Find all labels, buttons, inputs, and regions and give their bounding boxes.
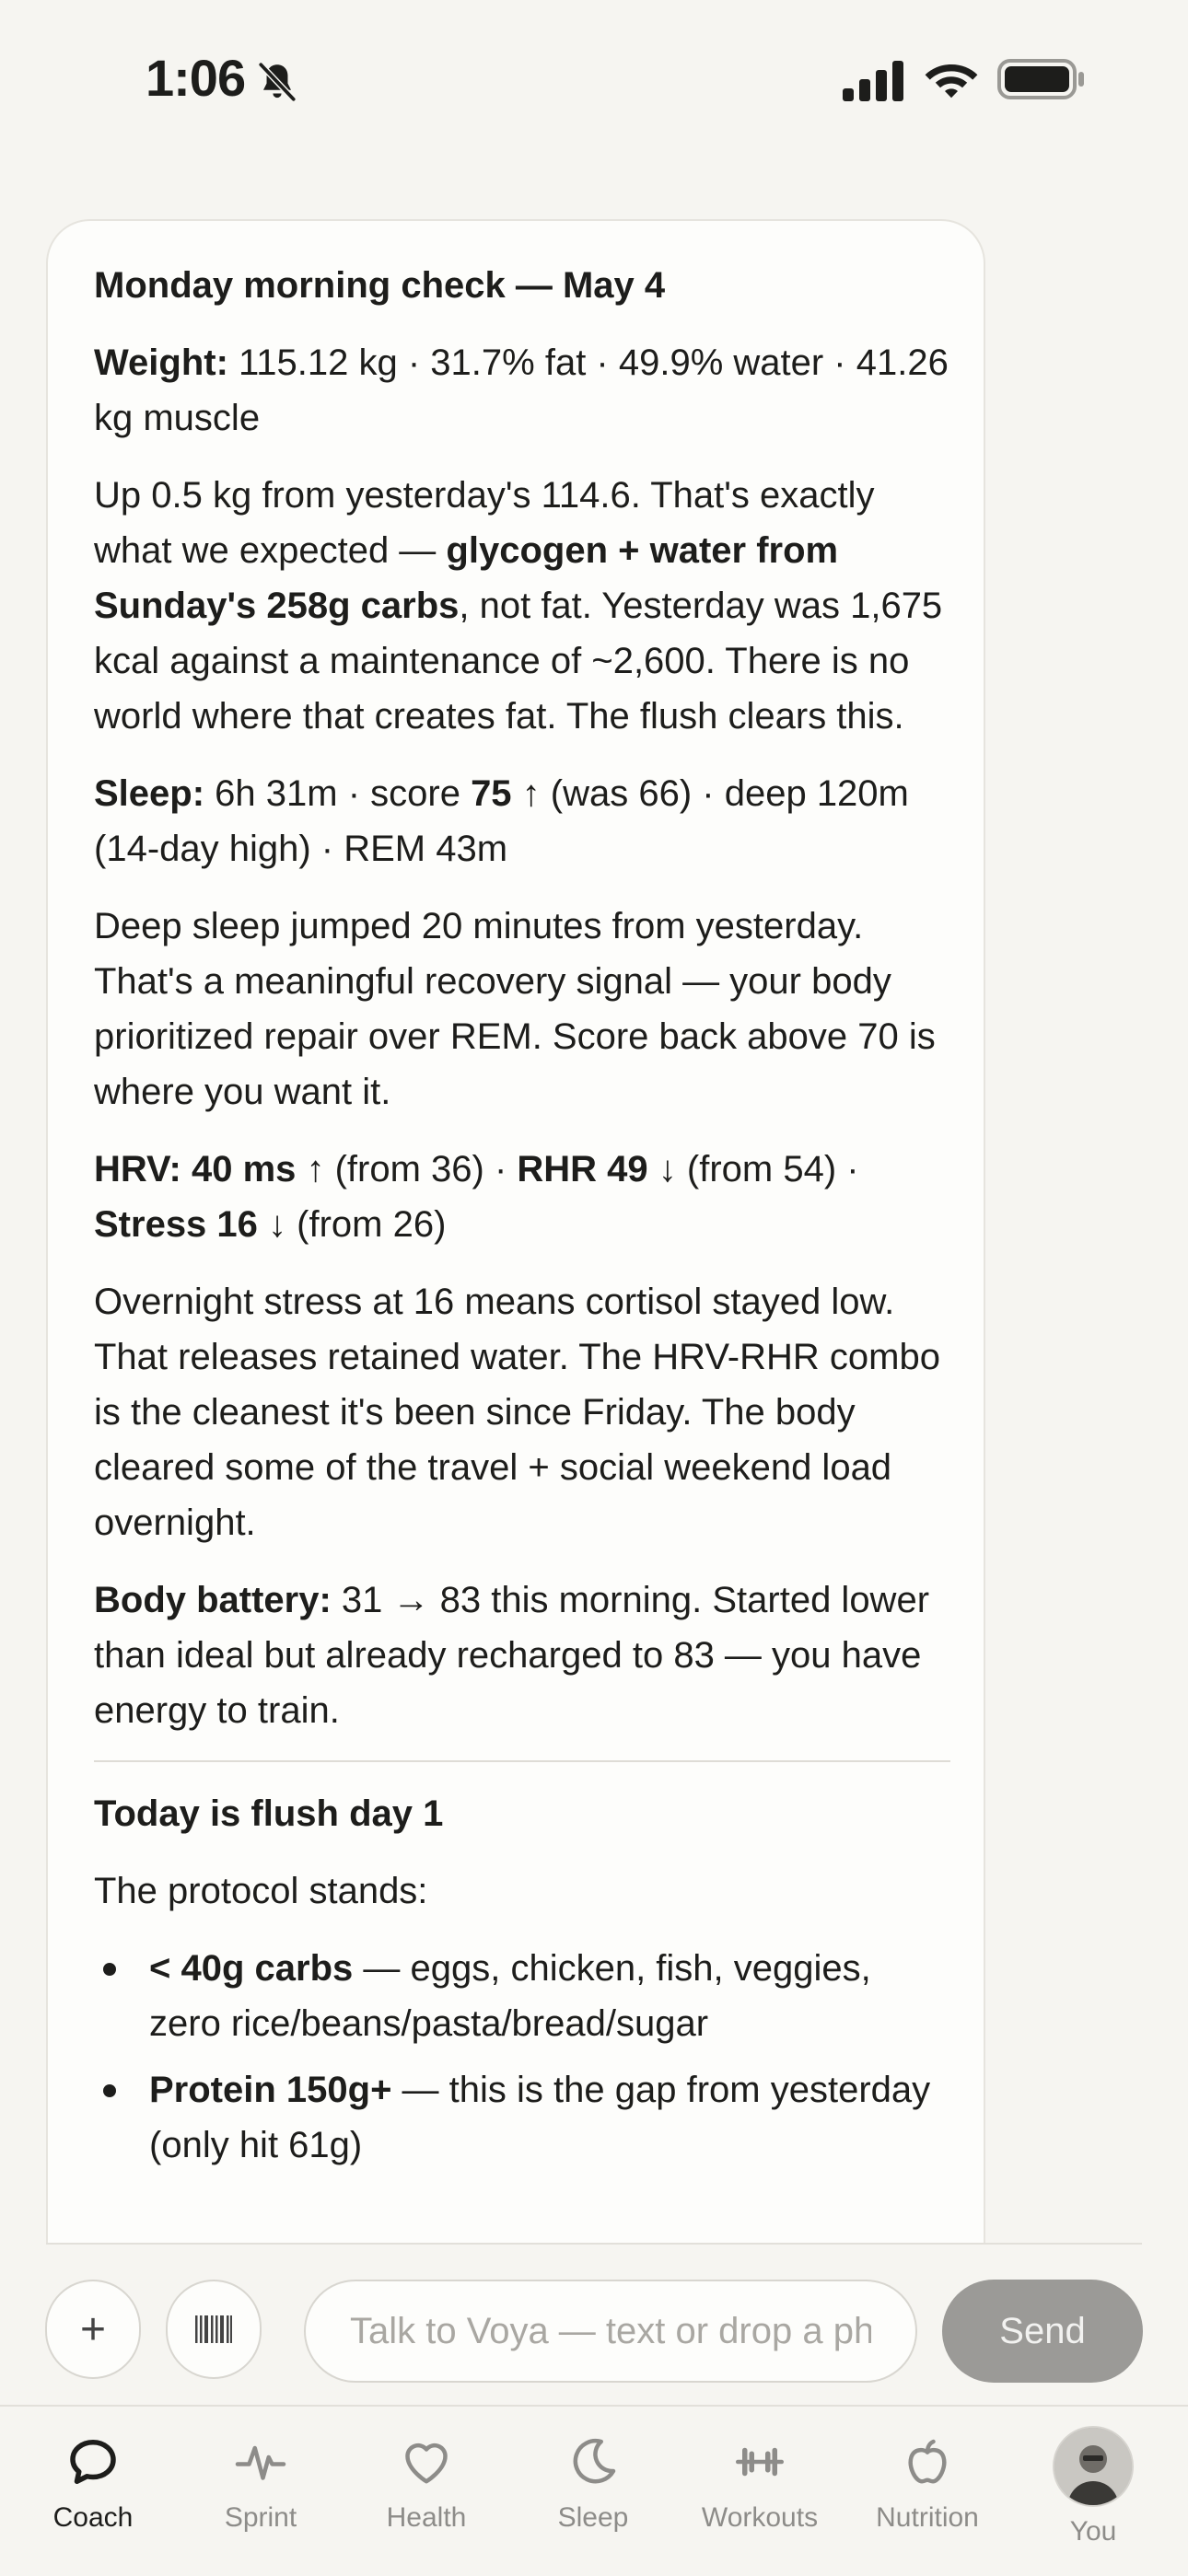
rhr-label: RHR 49 — [517, 1149, 648, 1189]
tab-health[interactable] — [348, 2407, 505, 2545]
attach-button[interactable] — [45, 2280, 141, 2379]
list-item — [149, 1941, 950, 2051]
tab-label: Workouts — [701, 2502, 819, 2533]
sleep-text-a: 6h 31m · score — [204, 773, 472, 814]
tab-sleep[interactable] — [515, 2407, 671, 2545]
weight-text-bold: glycogen + water from Sunday's 258g carbs — [94, 530, 839, 626]
cellular-signal-icon — [843, 61, 905, 101]
bullet-bold: < 40g carbs — [149, 1948, 354, 1989]
hrv-line — [94, 1142, 950, 1252]
hrv-label: HRV: 40 ms — [94, 1149, 297, 1189]
tab-label: Nutrition — [876, 2502, 979, 2533]
tab-coach[interactable] — [15, 2407, 171, 2545]
rhr-text: ↓ (from 54) · — [647, 1149, 859, 1189]
send-button[interactable]: Send — [942, 2280, 1143, 2383]
wifi-icon — [923, 57, 980, 101]
protocol-intro: The protocol stands: — [94, 1871, 428, 1911]
barcode-scan-button[interactable] — [166, 2280, 262, 2379]
sleep-line — [94, 766, 950, 876]
tab-sprint[interactable] — [182, 2407, 339, 2545]
bullet-text: — this is the gap from yesterday (only hit 61g) — [149, 2070, 931, 2165]
barcode-icon — [195, 2315, 232, 2343]
stress-label: Stress 16 — [94, 1204, 258, 1245]
tab-bar — [0, 2405, 1188, 2576]
tab-label: Coach — [52, 2502, 134, 2533]
apple-icon — [900, 2434, 955, 2489]
bell-slash-icon — [254, 59, 300, 105]
moon-icon — [565, 2434, 621, 2489]
stress-text: ↓ (from 26) — [257, 1204, 447, 1245]
message-body — [94, 258, 950, 2184]
weight-text-a: Up 0.5 kg from yesterday's 114.6. That's exactly what we expected — — [94, 475, 875, 571]
tab-label: Sleep — [557, 2502, 629, 2533]
bullet-text: — eggs, chicken, fish, veggies, zero rice/beans/pasta/bread/sugar — [149, 1948, 871, 2044]
tab-workouts[interactable] — [681, 2407, 838, 2545]
message-title: Monday morning check — May 4 — [94, 265, 666, 306]
tab-label: Health — [386, 2502, 467, 2533]
battery-text: 31 → 83 this morning. Started lower than ideal but already recharged to 83 — you have energy to train. — [94, 1580, 930, 1731]
protocol-list — [94, 1941, 950, 2173]
sleep-paragraph: Deep sleep jumped 20 minutes from yesterday. That's a meaningful recovery signal — your body prioritized repair over REM. Score back above 70 is where you want it. — [94, 906, 936, 1112]
battery-icon — [997, 59, 1086, 99]
tab-you-avatar[interactable] — [1053, 2426, 1134, 2507]
weight-paragraph — [94, 468, 950, 744]
weight-label: Weight: — [94, 342, 228, 383]
bullet-bold: Protein 150g+ — [149, 2070, 392, 2110]
coach-message-card — [46, 219, 985, 2373]
tab-label: Sprint — [224, 2502, 297, 2533]
status-time: 1:06 — [146, 49, 246, 107]
weight-text-b: , not fat. Yesterday was 1,675 kcal against a maintenance of ~2,600. There is no world where that creates fat. The flush clears this. — [94, 586, 943, 737]
flush-heading: Today is flush day 1 — [94, 1793, 444, 1834]
list-item — [149, 2062, 950, 2173]
pulse-icon — [233, 2434, 288, 2489]
plus-icon: + — [79, 2304, 107, 2354]
status-bar — [0, 0, 1188, 157]
weight-line — [94, 335, 950, 446]
hrv-paragraph: Overnight stress at 16 means cortisol stayed low. That releases retained water. The HRV-RHR combo is the cleanest it's been since Friday. The body cleared some of the travel + social weekend load overnight. — [94, 1282, 940, 1543]
section-divider — [94, 1760, 950, 1762]
heart-icon — [399, 2434, 454, 2489]
battery-label: Body battery: — [94, 1580, 332, 1620]
tab-you-label[interactable]: You — [1069, 2516, 1117, 2547]
composer — [0, 2245, 1188, 2403]
message-input[interactable] — [304, 2280, 917, 2383]
sleep-label: Sleep: — [94, 773, 205, 814]
sleep-score: 75 — [471, 773, 512, 814]
weight-value: 115.12 kg · 31.7% fat · 49.9% water · 41.26 kg muscle — [94, 342, 949, 438]
hrv-text: ↑ (from 36) · — [296, 1149, 518, 1189]
dumbbell-icon — [732, 2434, 787, 2489]
battery-line — [94, 1572, 950, 1738]
tab-nutrition[interactable] — [849, 2407, 1006, 2545]
chat-bubble-icon — [65, 2434, 121, 2489]
sleep-text-b: ↑ (was 66) · deep 120m (14-day high) · REM 43m — [94, 773, 909, 869]
avatar — [1054, 2428, 1132, 2505]
